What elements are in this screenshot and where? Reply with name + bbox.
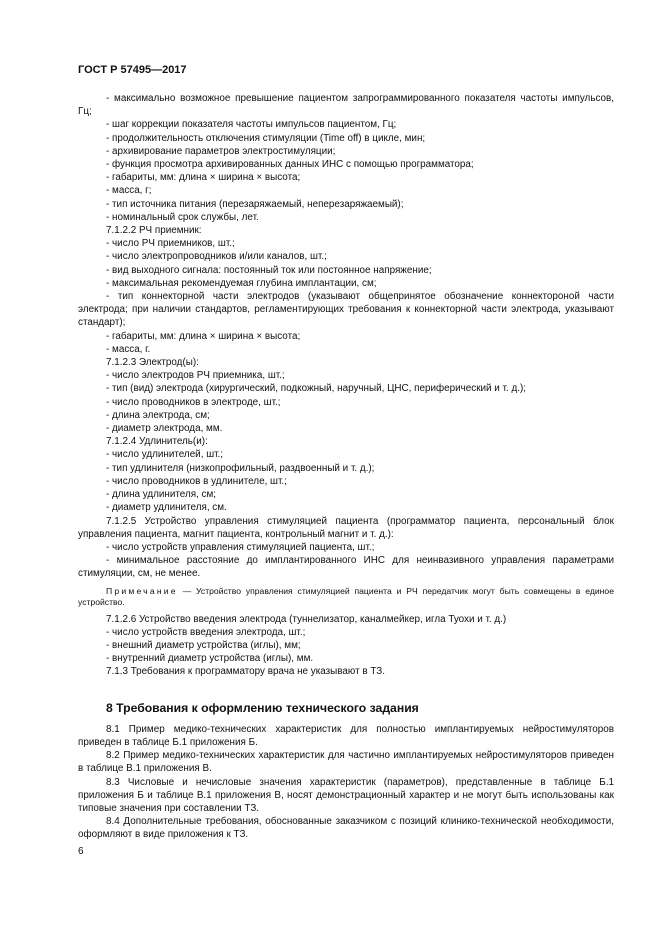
text-line: - тип источника питания (перезаряжаемый, неперезаряжаемый); <box>106 198 404 210</box>
text-line: - тип коннекторной части электродов (указывают общепринятое обозначение коннектороной части электрода; при наличии стандартов, регламентирующих требования к коннекторной части электрода, указывают стандарт); <box>78 291 614 329</box>
text-line: 8.4 Дополнительные требования, обоснованные заказчиком с позиций клинико-технической необходимости, оформляют в виде приложения к ТЗ. <box>78 816 614 841</box>
text-line: - тип удлинителя (низкопрофильный, раздвоенный и т. д.); <box>106 462 375 474</box>
text-line: 7.1.2.5 Устройство управления стимуляцией пациента (программатор пациента, персональный блок управления пациента, магнит пациента, контрольный магнит и т. д.): <box>78 515 614 540</box>
text-line: - масса, г. <box>106 343 151 355</box>
text-line: - число электропроводников и/или каналов, шт.; <box>106 251 327 263</box>
text-line: 8.3 Числовые и нечисловые значения характеристик (параметров), представленные в таблице Б.1 приложения Б и таблице В.1 приложения В, носят демонстрационный характер и не могут быть использованы как типовые значения при составлении ТЗ. <box>78 776 614 814</box>
note-text: — Устройство управления стимуляцией пациента и РЧ передатчик могут быть совмещены в единое устройство. <box>78 585 614 608</box>
text-line: - тип (вид) электрода (хирургический, подкожный, наручный, ЦНС, периферический и т. д.); <box>106 383 527 395</box>
text-line: 7.1.2.6 Устройство введения электрода (туннелизатор, каналмейкер, игла Туохи и т. д.) <box>106 613 507 625</box>
text-line: - диаметр удлинителя, см. <box>106 502 227 514</box>
text-line: - архивирование параметров электростимуляции; <box>106 145 336 157</box>
text-line: - число проводников в удлинителе, шт.; <box>106 475 287 487</box>
text-line: - масса, г; <box>106 185 152 197</box>
text-line: - продолжительность отключения стимуляции (Time off) в цикле, мин; <box>106 132 426 144</box>
text-line: - габариты, мм: длина × ширина × высота; <box>106 330 301 342</box>
text-line: - габариты, мм: длина × ширина × высота; <box>106 172 301 184</box>
section-7-list-a <box>78 92 614 581</box>
section-7-list-b <box>78 613 614 679</box>
text-line: - внутренний диаметр устройства (иглы), мм. <box>106 653 314 665</box>
note-label: Примечание <box>106 585 178 596</box>
text-line: - число РЧ приемников, шт.; <box>106 238 235 250</box>
section-8-paragraphs <box>78 723 614 842</box>
text-line: - число устройств управления стимуляцией пациента, шт.; <box>106 541 375 553</box>
text-line: 8.1 Пример медико-технических характеристик для полностью имплантируемых нейростимуляторов приведен в таблице Б.1 приложения Б. <box>78 723 614 748</box>
page-number: 6 <box>78 846 84 857</box>
text-line: 7.1.3 Требования к программатору врача не указывают в ТЗ. <box>106 666 385 678</box>
text-line: - число устройств введения электрода, шт.; <box>106 626 306 638</box>
text-line: - длина удлинителя, см; <box>106 489 217 501</box>
text-line: - вид выходного сигнала: постоянный ток или постоянное напряжение; <box>106 264 432 276</box>
text-line: - внешний диаметр устройства (иглы), мм; <box>106 639 301 651</box>
text-line: - длина электрода, см; <box>106 409 210 421</box>
text-line: 8.2 Пример медико-технических характеристик для частично имплантируемых нейростимуляторов приведен в таблице В.1 приложения В. <box>78 750 614 775</box>
text-line: - шаг коррекции показателя частоты импульсов пациентом, Гц; <box>106 119 397 131</box>
text-line: - число удлинителей, шт.; <box>106 449 224 461</box>
section-8-heading: 8 Требования к оформлению технического задания <box>106 700 419 715</box>
text-line: - диаметр электрода, мм. <box>106 423 223 435</box>
text-line: - функция просмотра архивированных данных ИНС с помощью программатора; <box>106 159 474 171</box>
text-line: - минимальное расстояние до имплантированного ИНС для неинвазивного управления параметрами стимуляции, см, не менее. <box>78 555 614 580</box>
text-line: 7.1.2.3 Электрод(ы): <box>106 357 199 369</box>
text-line: - максимально возможное превышение пациентом запрограммированного показателя частоты импульсов, Гц; <box>78 93 614 118</box>
text-line: 7.1.2.2 РЧ приемник: <box>106 225 202 237</box>
text-line: - число электродов РЧ приемника, шт.; <box>106 370 285 382</box>
text-line: - номинальный срок службы, лет. <box>106 211 259 223</box>
text-line: 7.1.2.4 Удлинитель(и): <box>106 436 208 448</box>
text-line: - число проводников в электроде, шт.; <box>106 396 281 408</box>
page-content <box>78 92 614 842</box>
note <box>78 586 614 609</box>
text-line: - максимальная рекомендуемая глубина имплантации, см; <box>106 277 377 289</box>
document-header: ГОСТ Р 57495—2017 <box>78 64 187 76</box>
